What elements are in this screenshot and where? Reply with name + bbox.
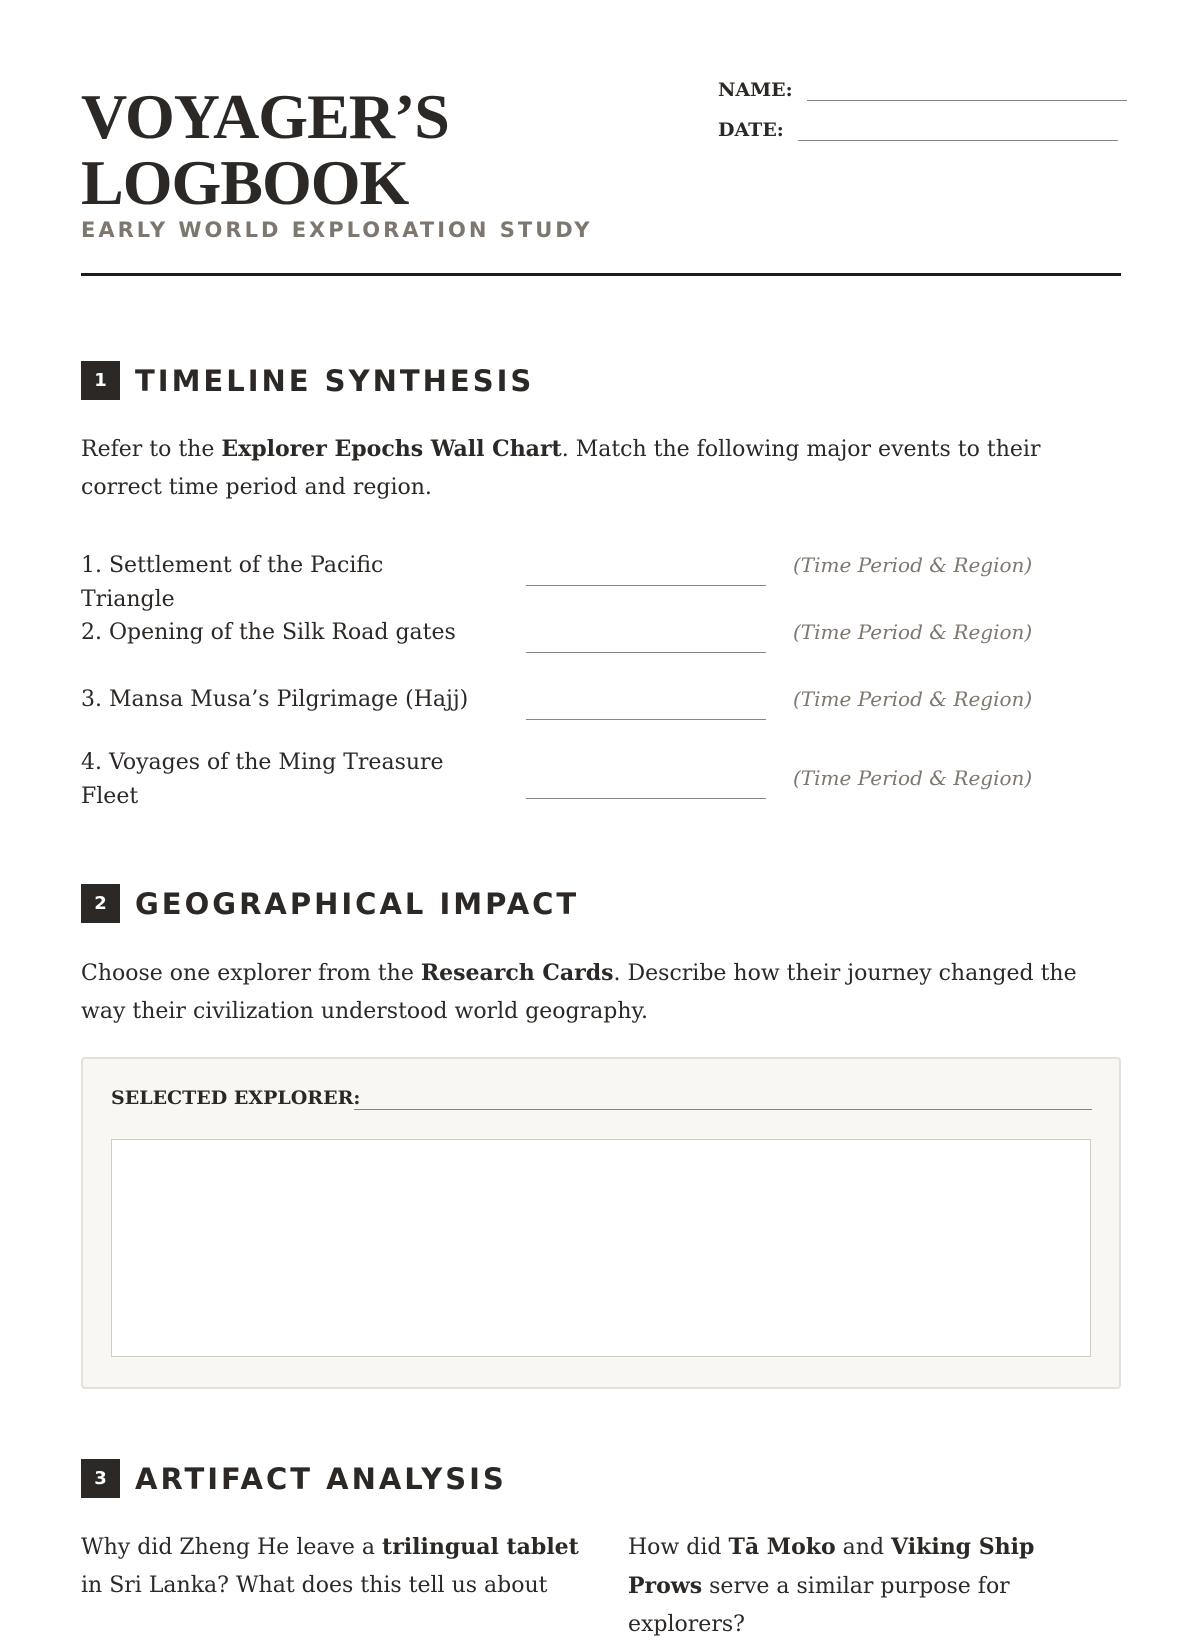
name-label: NAME:: [718, 79, 793, 101]
instr-2-bold: Research Cards: [420, 960, 614, 986]
event-hint: (Time Period & Region): [793, 766, 1033, 790]
section-3-title: ARTIFACT ANALYSIS: [135, 1461, 507, 1496]
q-right-pre: How did: [628, 1535, 729, 1560]
timeline-event-row: [81, 746, 1121, 816]
name-field[interactable]: [807, 78, 1127, 101]
instr-1-bold: Explorer Epochs Wall Chart: [221, 436, 562, 462]
q-left-post: in Sri Lanka? What does this tell us about: [81, 1573, 548, 1598]
section-2-instructions: [81, 954, 1121, 1031]
event-answer-line[interactable]: [526, 782, 766, 799]
timeline-event-row: [81, 616, 1121, 686]
event-answer-line[interactable]: [526, 636, 766, 653]
q-right-mid: and: [835, 1535, 892, 1560]
section-2-title: GEOGRAPHICAL IMPACT: [135, 886, 580, 921]
section-2-number-badge: 2: [81, 884, 120, 923]
selected-explorer-label: SELECTED EXPLORER:: [111, 1087, 361, 1109]
selected-explorer-field[interactable]: [354, 1109, 1092, 1110]
q-left-bold: trilingual tablet: [382, 1534, 579, 1560]
q-right-post: serve a similar purpose for explorers?: [628, 1574, 1010, 1637]
event-hint: (Time Period & Region): [793, 620, 1033, 644]
explorer-answer-area[interactable]: [111, 1139, 1091, 1357]
event-label: 2. Opening of the Silk Road gates: [81, 620, 456, 645]
instr-1-pre: Refer to the: [81, 437, 222, 462]
section-3-number-badge: 3: [81, 1459, 120, 1498]
timeline-event-row: [81, 683, 1121, 753]
section-1-number-badge: 1: [81, 361, 120, 400]
artifact-question-right: [628, 1528, 1108, 1644]
event-hint: (Time Period & Region): [793, 687, 1033, 711]
event-label: 3. Mansa Musa’s Pilgrimage (Hajj): [81, 687, 469, 712]
worksheet-page: [81, 0, 1121, 1637]
event-hint: (Time Period & Region): [793, 553, 1033, 577]
name-row: [718, 78, 1127, 101]
title-line-2: LOGBOOK: [81, 147, 409, 218]
date-row: [718, 118, 1118, 141]
instr-2-pre: Choose one explorer from the: [81, 961, 421, 986]
section-3-header: [81, 1459, 507, 1498]
instr-1-post: . Match the following major events to their correct time period and region.: [81, 437, 1041, 500]
q-left-pre: Why did Zheng He leave a: [81, 1535, 383, 1560]
date-field[interactable]: [798, 118, 1118, 141]
section-2-header: [81, 884, 579, 923]
q-right-bold-1: Tā Moko: [728, 1534, 836, 1560]
event-answer-line[interactable]: [526, 703, 766, 720]
header-divider: [81, 273, 1121, 276]
explorer-response-box: [81, 1057, 1121, 1389]
title-line-1: VOYAGER’S: [81, 81, 449, 152]
artifact-question-left: [81, 1528, 581, 1605]
instr-2-post: . Describe how their journey changed the way their civilization understood world geography.: [81, 961, 1077, 1024]
event-label: 4. Voyages of the Ming Treasure Fleet: [81, 750, 444, 809]
page-title: [81, 81, 641, 218]
section-1-instructions: [81, 430, 1121, 507]
event-answer-line[interactable]: [526, 569, 766, 586]
page-subtitle: EARLY WORLD EXPLORATION STUDY: [81, 218, 593, 242]
section-1-header: [81, 361, 534, 400]
date-label: DATE:: [718, 119, 784, 141]
section-1-title: TIMELINE SYNTHESIS: [135, 363, 535, 398]
timeline-event-row: [81, 549, 1121, 619]
q-right-bold-2: Viking Ship Prows: [628, 1534, 1035, 1599]
event-label: 1. Settlement of the Pacific Triangle: [81, 553, 384, 612]
